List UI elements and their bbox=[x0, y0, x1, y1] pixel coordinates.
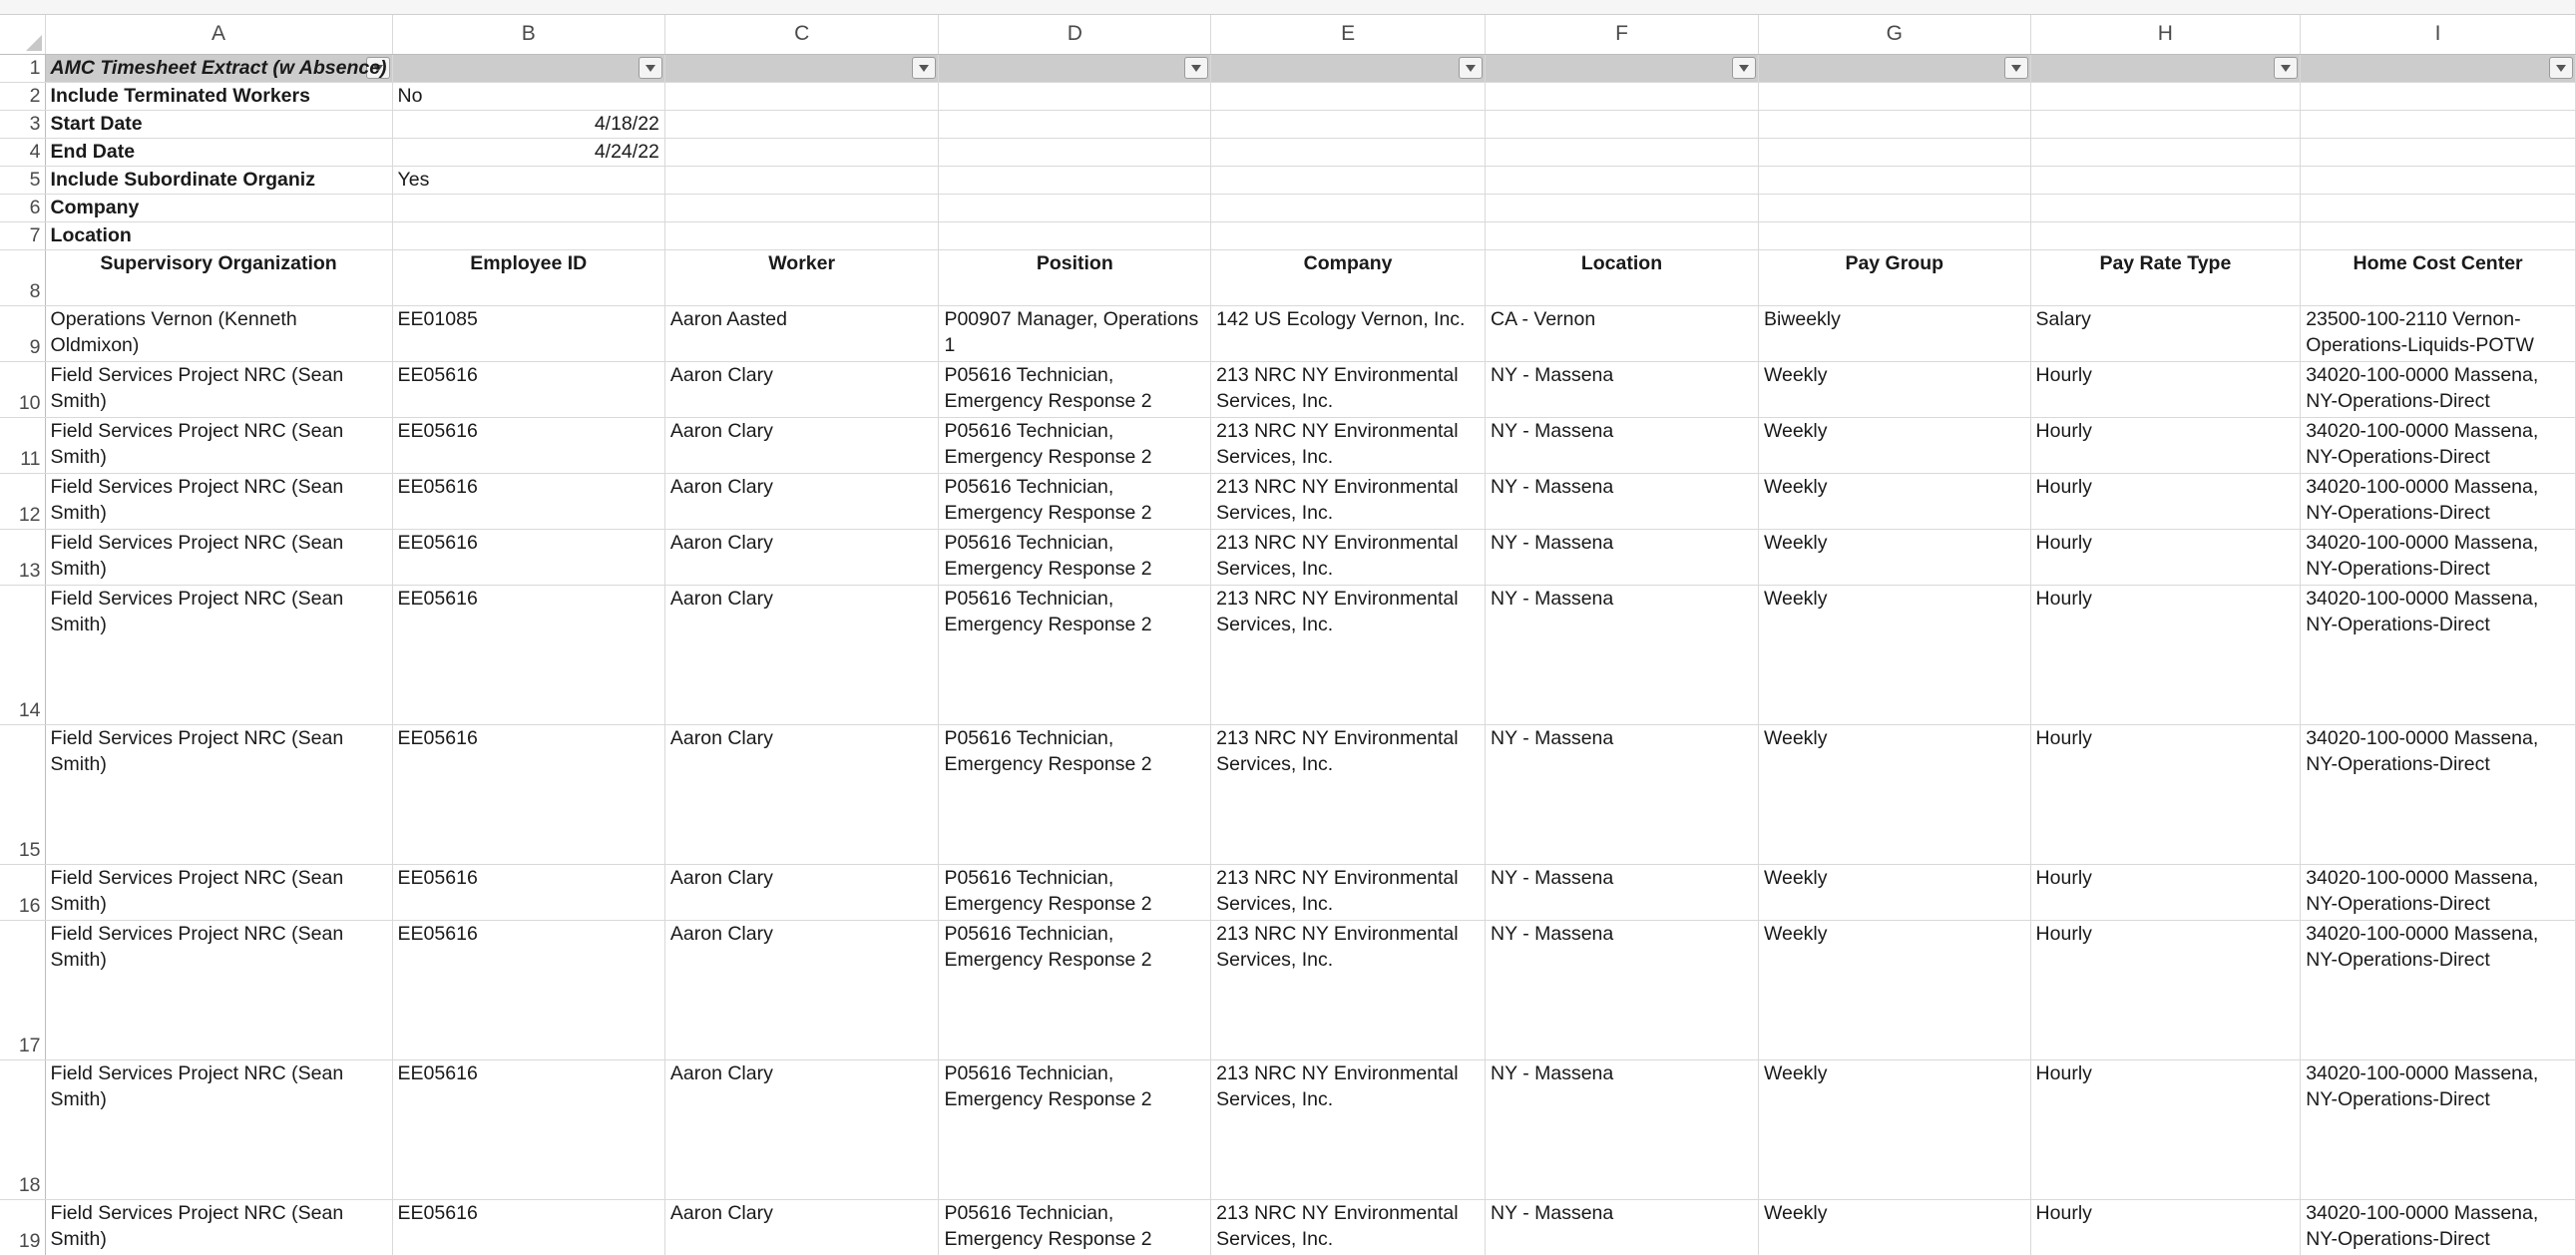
empty-cell[interactable] bbox=[1211, 82, 1486, 110]
empty-cell[interactable] bbox=[2030, 221, 2301, 249]
table-row bbox=[0, 529, 2576, 585]
empty-cell[interactable] bbox=[1758, 82, 2030, 110]
row-number[interactable]: 8 bbox=[0, 249, 45, 305]
cell-f1[interactable] bbox=[1486, 54, 1759, 82]
empty-cell[interactable] bbox=[939, 138, 1211, 166]
data-cell[interactable]: EE05616 bbox=[392, 529, 664, 585]
data-cell[interactable]: 34020-100-0000 Massena, NY-Operations-Direct bbox=[2301, 473, 2576, 529]
data-cell[interactable]: 34020-100-0000 Massena, NY-Operations-Direct bbox=[2301, 529, 2576, 585]
row-number[interactable]: 15 bbox=[0, 724, 45, 864]
row-number[interactable]: 9 bbox=[0, 305, 45, 361]
data-cell[interactable]: EE05616 bbox=[392, 361, 664, 417]
parameter-row bbox=[0, 221, 2576, 249]
data-cell[interactable]: 213 NRC NY Environmental Services, Inc. bbox=[1211, 417, 1486, 473]
data-cell[interactable]: Hourly bbox=[2030, 864, 2301, 920]
table-row bbox=[0, 585, 2576, 724]
data-cell[interactable]: 34020-100-0000 Massena, NY-Operations-Direct bbox=[2301, 585, 2576, 724]
data-cell[interactable]: Aaron Clary bbox=[664, 417, 939, 473]
data-cell[interactable]: Field Services Project NRC (Sean Smith) bbox=[45, 529, 392, 585]
table-row bbox=[0, 305, 2576, 361]
empty-cell[interactable] bbox=[1211, 138, 1486, 166]
data-cell[interactable]: NY - Massena bbox=[1486, 585, 1759, 724]
data-cell[interactable]: P05616 Technician, Emergency Response 2 bbox=[939, 473, 1211, 529]
cell-a1[interactable] bbox=[45, 54, 392, 82]
data-cell[interactable]: Biweekly bbox=[1758, 305, 2030, 361]
data-cell[interactable]: Weekly bbox=[1758, 417, 2030, 473]
empty-cell[interactable] bbox=[1758, 138, 2030, 166]
data-cell[interactable]: Salary bbox=[2030, 305, 2301, 361]
data-cell[interactable]: 213 NRC NY Environmental Services, Inc. bbox=[1211, 361, 1486, 417]
data-cell[interactable]: P05616 Technician, Emergency Response 2 bbox=[939, 417, 1211, 473]
data-cell[interactable]: NY - Massena bbox=[1486, 1059, 1759, 1199]
empty-cell[interactable] bbox=[664, 138, 939, 166]
table-row bbox=[0, 724, 2576, 864]
column-header-row bbox=[0, 14, 2576, 54]
data-cell[interactable]: 142 US Ecology Vernon, Inc. bbox=[1211, 305, 1486, 361]
data-cell[interactable]: 34020-100-0000 Massena, NY-Operations-Direct bbox=[2301, 724, 2576, 864]
empty-cell[interactable] bbox=[664, 221, 939, 249]
parameter-row bbox=[0, 138, 2576, 166]
data-cell[interactable]: Hourly bbox=[2030, 529, 2301, 585]
data-cell[interactable]: Aaron Clary bbox=[664, 361, 939, 417]
empty-cell[interactable] bbox=[1486, 166, 1759, 194]
empty-cell[interactable] bbox=[1758, 110, 2030, 138]
row-number[interactable]: 16 bbox=[0, 864, 45, 920]
parameter-label[interactable]: Location bbox=[45, 221, 392, 249]
parameter-label[interactable]: Include Terminated Workers bbox=[45, 82, 392, 110]
parameter-row bbox=[0, 82, 2576, 110]
row-number[interactable]: 4 bbox=[0, 138, 45, 166]
empty-cell[interactable] bbox=[939, 221, 1211, 249]
data-cell[interactable]: EE05616 bbox=[392, 417, 664, 473]
empty-cell[interactable] bbox=[1758, 166, 2030, 194]
cell-c1[interactable] bbox=[664, 54, 939, 82]
filter-dropdown-icon[interactable] bbox=[2004, 57, 2028, 79]
empty-cell[interactable] bbox=[2030, 110, 2301, 138]
empty-cell[interactable] bbox=[1211, 194, 1486, 221]
row-number[interactable]: 11 bbox=[0, 417, 45, 473]
data-cell[interactable]: P00907 Manager, Operations 1 bbox=[939, 305, 1211, 361]
table-row bbox=[0, 361, 2576, 417]
data-cell[interactable]: Field Services Project NRC (Sean Smith) bbox=[45, 724, 392, 864]
data-cell[interactable]: NY - Massena bbox=[1486, 529, 1759, 585]
data-cell[interactable]: Field Services Project NRC (Sean Smith) bbox=[45, 864, 392, 920]
data-cell[interactable]: NY - Massena bbox=[1486, 1199, 1759, 1255]
data-cell[interactable]: NY - Massena bbox=[1486, 724, 1759, 864]
column-title[interactable]: Worker bbox=[664, 249, 939, 305]
data-cell[interactable]: Weekly bbox=[1758, 724, 2030, 864]
data-cell[interactable]: 213 NRC NY Environmental Services, Inc. bbox=[1211, 920, 1486, 1059]
empty-cell[interactable] bbox=[1486, 194, 1759, 221]
row-number[interactable]: 18 bbox=[0, 1059, 45, 1199]
filter-dropdown-icon[interactable] bbox=[1184, 57, 1208, 79]
row-number[interactable]: 14 bbox=[0, 585, 45, 724]
parameter-value[interactable]: No bbox=[392, 82, 664, 110]
filter-dropdown-icon[interactable] bbox=[639, 57, 662, 79]
data-cell[interactable]: Weekly bbox=[1758, 1199, 2030, 1255]
parameter-row bbox=[0, 110, 2576, 138]
data-cell[interactable]: Weekly bbox=[1758, 529, 2030, 585]
column-header-d[interactable]: D bbox=[939, 14, 1211, 54]
empty-cell[interactable] bbox=[1211, 166, 1486, 194]
data-cell[interactable]: Field Services Project NRC (Sean Smith) bbox=[45, 473, 392, 529]
row-number[interactable]: 1 bbox=[0, 54, 45, 82]
cell-d1[interactable] bbox=[939, 54, 1211, 82]
data-cell[interactable]: Hourly bbox=[2030, 473, 2301, 529]
parameter-value[interactable]: 4/18/22 bbox=[392, 110, 664, 138]
data-cell[interactable]: 34020-100-0000 Massena, NY-Operations-Direct bbox=[2301, 417, 2576, 473]
column-title[interactable]: Employee ID bbox=[392, 249, 664, 305]
column-header-h[interactable]: H bbox=[2030, 14, 2301, 54]
row-number[interactable]: 3 bbox=[0, 110, 45, 138]
column-title[interactable]: Position bbox=[939, 249, 1211, 305]
column-title[interactable]: Pay Group bbox=[1758, 249, 2030, 305]
data-cell[interactable]: EE05616 bbox=[392, 1059, 664, 1199]
row-number[interactable]: 19 bbox=[0, 1199, 45, 1255]
data-cell[interactable]: Aaron Clary bbox=[664, 864, 939, 920]
column-header-e[interactable]: E bbox=[1211, 14, 1486, 54]
data-cell[interactable]: 34020-100-0000 Massena, NY-Operations-Direct bbox=[2301, 920, 2576, 1059]
column-title[interactable]: Supervisory Organization bbox=[45, 249, 392, 305]
data-cell[interactable]: EE05616 bbox=[392, 864, 664, 920]
parameter-value[interactable]: 4/24/22 bbox=[392, 138, 664, 166]
filter-row bbox=[0, 54, 2576, 82]
cell-e1[interactable] bbox=[1211, 54, 1486, 82]
empty-cell[interactable] bbox=[1486, 138, 1759, 166]
cell-b1[interactable] bbox=[392, 54, 664, 82]
column-title[interactable]: Home Cost Center bbox=[2301, 249, 2576, 305]
parameter-label[interactable]: Company bbox=[45, 194, 392, 221]
data-cell[interactable]: Hourly bbox=[2030, 585, 2301, 724]
data-cell[interactable]: EE01085 bbox=[392, 305, 664, 361]
empty-cell[interactable] bbox=[939, 110, 1211, 138]
data-cell[interactable]: P05616 Technician, Emergency Response 2 bbox=[939, 864, 1211, 920]
column-header-a[interactable]: A bbox=[45, 14, 392, 54]
data-cell[interactable]: 213 NRC NY Environmental Services, Inc. bbox=[1211, 724, 1486, 864]
data-cell[interactable]: Field Services Project NRC (Sean Smith) bbox=[45, 1199, 392, 1255]
top-strip bbox=[0, 0, 2576, 14]
data-cell[interactable]: Hourly bbox=[2030, 1199, 2301, 1255]
empty-cell[interactable] bbox=[1486, 110, 1759, 138]
report-title: AMC Timesheet Extract (w Absence) bbox=[50, 56, 387, 79]
filter-dropdown-icon[interactable] bbox=[1732, 57, 1756, 79]
empty-cell[interactable] bbox=[2301, 166, 2576, 194]
empty-cell[interactable] bbox=[2030, 138, 2301, 166]
data-cell[interactable]: NY - Massena bbox=[1486, 473, 1759, 529]
data-cell[interactable]: Weekly bbox=[1758, 473, 2030, 529]
data-cell[interactable]: 23500-100-2110 Vernon-Operations-Liquids-POTW bbox=[2301, 305, 2576, 361]
data-cell[interactable]: Aaron Clary bbox=[664, 473, 939, 529]
empty-cell[interactable] bbox=[1486, 221, 1759, 249]
table-row bbox=[0, 920, 2576, 1059]
column-header-f[interactable]: F bbox=[1486, 14, 1759, 54]
cell-i1[interactable] bbox=[2301, 54, 2576, 82]
empty-cell[interactable] bbox=[1211, 221, 1486, 249]
data-cell[interactable]: Hourly bbox=[2030, 361, 2301, 417]
empty-cell[interactable] bbox=[939, 82, 1211, 110]
data-cell[interactable]: Hourly bbox=[2030, 724, 2301, 864]
row-number[interactable]: 17 bbox=[0, 920, 45, 1059]
column-header-i[interactable]: I bbox=[2301, 14, 2576, 54]
column-header-g[interactable]: G bbox=[1758, 14, 2030, 54]
data-cell[interactable]: NY - Massena bbox=[1486, 361, 1759, 417]
row-number[interactable]: 12 bbox=[0, 473, 45, 529]
parameter-value[interactable] bbox=[392, 221, 664, 249]
row-number[interactable]: 2 bbox=[0, 82, 45, 110]
data-cell[interactable]: Field Services Project NRC (Sean Smith) bbox=[45, 1059, 392, 1199]
column-header-c[interactable]: C bbox=[664, 14, 939, 54]
data-cell[interactable]: P05616 Technician, Emergency Response 2 bbox=[939, 585, 1211, 724]
filter-dropdown-icon[interactable] bbox=[1459, 57, 1483, 79]
data-cell[interactable]: 34020-100-0000 Massena, NY-Operations-Direct bbox=[2301, 1059, 2576, 1199]
filter-dropdown-icon[interactable] bbox=[2274, 57, 2298, 79]
parameter-value[interactable] bbox=[392, 194, 664, 221]
empty-cell[interactable] bbox=[2301, 110, 2576, 138]
empty-cell[interactable] bbox=[664, 194, 939, 221]
parameter-label[interactable]: Start Date bbox=[45, 110, 392, 138]
table-row bbox=[0, 1059, 2576, 1199]
row-number[interactable]: 5 bbox=[0, 166, 45, 194]
empty-cell[interactable] bbox=[1211, 110, 1486, 138]
column-title[interactable]: Location bbox=[1486, 249, 1759, 305]
data-cell[interactable]: Hourly bbox=[2030, 417, 2301, 473]
data-cell[interactable]: Weekly bbox=[1758, 864, 2030, 920]
table-row bbox=[0, 473, 2576, 529]
data-cell[interactable]: Field Services Project NRC (Sean Smith) bbox=[45, 361, 392, 417]
data-cell[interactable]: 34020-100-0000 Massena, NY-Operations-Direct bbox=[2301, 864, 2576, 920]
data-cell[interactable]: NY - Massena bbox=[1486, 920, 1759, 1059]
data-cell[interactable]: Field Services Project NRC (Sean Smith) bbox=[45, 585, 392, 724]
empty-cell[interactable] bbox=[939, 166, 1211, 194]
parameter-label[interactable]: Include Subordinate Organiz bbox=[45, 166, 392, 194]
data-cell[interactable]: Aaron Clary bbox=[664, 724, 939, 864]
data-cell[interactable]: Weekly bbox=[1758, 920, 2030, 1059]
cell-h1[interactable] bbox=[2030, 54, 2301, 82]
data-cell[interactable]: EE05616 bbox=[392, 473, 664, 529]
empty-cell[interactable] bbox=[2030, 194, 2301, 221]
table-row bbox=[0, 1199, 2576, 1255]
empty-cell[interactable] bbox=[2030, 82, 2301, 110]
column-title[interactable]: Pay Rate Type bbox=[2030, 249, 2301, 305]
data-cell[interactable]: Aaron Clary bbox=[664, 1059, 939, 1199]
filter-dropdown-icon[interactable] bbox=[912, 57, 936, 79]
data-cell[interactable]: P05616 Technician, Emergency Response 2 bbox=[939, 529, 1211, 585]
data-cell[interactable]: Aaron Clary bbox=[664, 1199, 939, 1255]
empty-cell[interactable] bbox=[664, 82, 939, 110]
empty-cell[interactable] bbox=[1486, 82, 1759, 110]
data-cell[interactable]: EE05616 bbox=[392, 724, 664, 864]
empty-cell[interactable] bbox=[2301, 221, 2576, 249]
data-cell[interactable]: 213 NRC NY Environmental Services, Inc. bbox=[1211, 585, 1486, 724]
row-number[interactable]: 7 bbox=[0, 221, 45, 249]
data-cell[interactable]: EE05616 bbox=[392, 920, 664, 1059]
data-cell[interactable]: NY - Massena bbox=[1486, 417, 1759, 473]
data-cell[interactable]: P05616 Technician, Emergency Response 2 bbox=[939, 361, 1211, 417]
empty-cell[interactable] bbox=[664, 110, 939, 138]
parameter-row bbox=[0, 194, 2576, 221]
parameter-label[interactable]: End Date bbox=[45, 138, 392, 166]
data-cell[interactable]: Hourly bbox=[2030, 920, 2301, 1059]
row-number[interactable]: 6 bbox=[0, 194, 45, 221]
data-cell[interactable]: EE05616 bbox=[392, 585, 664, 724]
data-cell[interactable]: NY - Massena bbox=[1486, 864, 1759, 920]
data-cell[interactable]: Aaron Aasted bbox=[664, 305, 939, 361]
data-cell[interactable]: P05616 Technician, Emergency Response 2 bbox=[939, 920, 1211, 1059]
empty-cell[interactable] bbox=[939, 194, 1211, 221]
empty-cell[interactable] bbox=[1758, 221, 2030, 249]
filter-dropdown-icon[interactable] bbox=[2549, 57, 2573, 79]
data-cell[interactable]: Field Services Project NRC (Sean Smith) bbox=[45, 920, 392, 1059]
data-cell[interactable]: Aaron Clary bbox=[664, 585, 939, 724]
row-number[interactable]: 10 bbox=[0, 361, 45, 417]
data-cell[interactable]: Weekly bbox=[1758, 1059, 2030, 1199]
select-all-corner[interactable] bbox=[0, 14, 45, 54]
data-cell[interactable]: Aaron Clary bbox=[664, 920, 939, 1059]
parameter-value[interactable]: Yes bbox=[392, 166, 664, 194]
empty-cell[interactable] bbox=[2301, 138, 2576, 166]
data-cell[interactable]: 213 NRC NY Environmental Services, Inc. bbox=[1211, 864, 1486, 920]
column-title[interactable]: Company bbox=[1211, 249, 1486, 305]
data-cell[interactable]: P05616 Technician, Emergency Response 2 bbox=[939, 1059, 1211, 1199]
empty-cell[interactable] bbox=[1758, 194, 2030, 221]
data-cell[interactable]: 34020-100-0000 Massena, NY-Operations-Direct bbox=[2301, 1199, 2576, 1255]
data-cell[interactable]: P05616 Technician, Emergency Response 2 bbox=[939, 724, 1211, 864]
data-cell[interactable]: 213 NRC NY Environmental Services, Inc. bbox=[1211, 1059, 1486, 1199]
cell-g1[interactable] bbox=[1758, 54, 2030, 82]
data-cell[interactable]: Field Services Project NRC (Sean Smith) bbox=[45, 417, 392, 473]
empty-cell[interactable] bbox=[2301, 82, 2576, 110]
data-cell[interactable]: CA - Vernon bbox=[1486, 305, 1759, 361]
data-cell[interactable]: EE05616 bbox=[392, 1199, 664, 1255]
data-cell[interactable]: Weekly bbox=[1758, 361, 2030, 417]
empty-cell[interactable] bbox=[2030, 166, 2301, 194]
data-cell[interactable]: Weekly bbox=[1758, 585, 2030, 724]
table-header-row bbox=[0, 249, 2576, 305]
column-header-b[interactable]: B bbox=[392, 14, 664, 54]
data-cell[interactable]: Hourly bbox=[2030, 1059, 2301, 1199]
parameter-row bbox=[0, 166, 2576, 194]
data-cell[interactable]: 213 NRC NY Environmental Services, Inc. bbox=[1211, 1199, 1486, 1255]
data-cell[interactable]: 34020-100-0000 Massena, NY-Operations-Direct bbox=[2301, 361, 2576, 417]
data-cell[interactable]: 213 NRC NY Environmental Services, Inc. bbox=[1211, 529, 1486, 585]
empty-cell[interactable] bbox=[2301, 194, 2576, 221]
empty-cell[interactable] bbox=[664, 166, 939, 194]
table-row bbox=[0, 417, 2576, 473]
data-cell[interactable]: P05616 Technician, Emergency Response 2 bbox=[939, 1199, 1211, 1255]
table-row bbox=[0, 864, 2576, 920]
row-number[interactable]: 13 bbox=[0, 529, 45, 585]
data-cell[interactable]: 213 NRC NY Environmental Services, Inc. bbox=[1211, 473, 1486, 529]
data-cell[interactable]: Operations Vernon (Kenneth Oldmixon) bbox=[45, 305, 392, 361]
data-cell[interactable]: Aaron Clary bbox=[664, 529, 939, 585]
